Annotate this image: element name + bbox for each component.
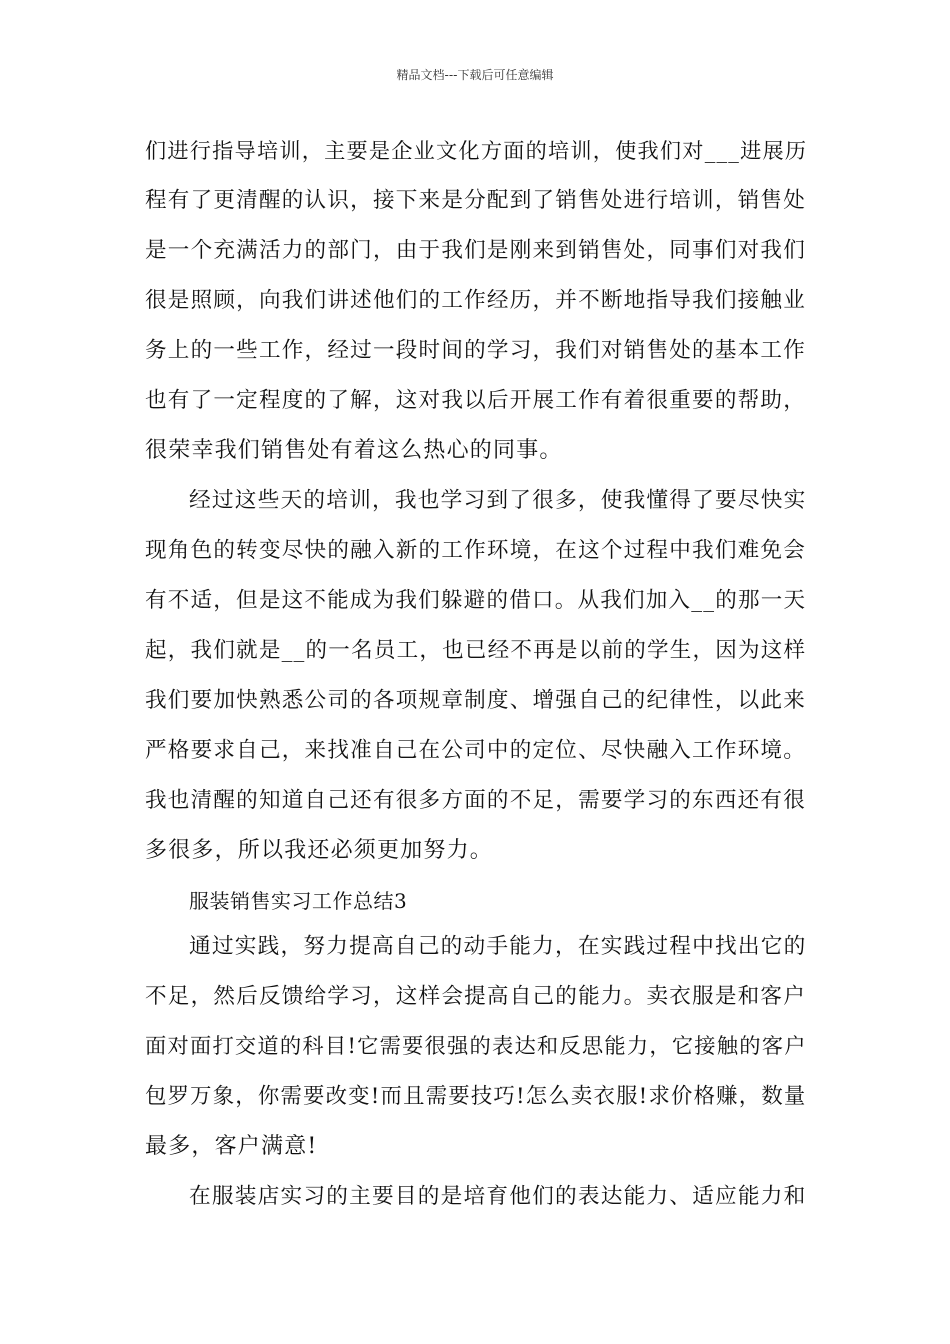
paragraph-3-line-1: 通过实践，努力提高自己的动手能力，在实践过程中找出它的 (189, 934, 807, 959)
page-header: 精品文档---下载后可任意编辑 (396, 68, 554, 82)
paragraph-2-line-6: 严格要求自己，来找准自己在公司中的定位、尽快融入工作环境。 (145, 738, 807, 763)
paragraph-1-line-4: 很是照顾，向我们讲述他们的工作经历，并不断地指导我们接触业 (145, 288, 807, 313)
paragraph-2-line-7: 我也清醒的知道自己还有很多方面的不足，需要学习的东西还有很 (145, 788, 807, 813)
section-heading: 服装销售实习工作总结3 (189, 889, 408, 913)
paragraph-3-line-2: 不足，然后反馈给学习，这样会提高自己的能力。卖衣服是和客户 (145, 984, 807, 1009)
paragraph-2-line-5: 我们要加快熟悉公司的各项规章制度、增强自己的纪律性，以此来 (145, 688, 807, 713)
paragraph-4-line-1: 在服装店实习的主要目的是培育他们的表达能力、适应能力和 (189, 1184, 807, 1209)
paragraph-1-line-2: 程有了更清醒的认识，接下来是分配到了销售处进行培训，销售处 (145, 188, 807, 213)
paragraph-2-line-4: 起，我们就是__的一名员工，也已经不再是以前的学生，因为这样 (145, 638, 807, 663)
paragraph-2-line-8: 多很多，所以我还必须更加努力。 (145, 838, 494, 863)
paragraph-1-line-7: 很荣幸我们销售处有着这么热心的同事。 (145, 438, 563, 463)
paragraph-3-line-4: 包罗万象，你需要改变!而且需要技巧!怎么卖衣服!求价格赚，数量 (145, 1084, 807, 1109)
paragraph-3-line-5: 最多，客户满意! (145, 1134, 318, 1159)
paragraph-2-line-2: 现角色的转变尽快的融入新的工作环境，在这个过程中我们难免会 (145, 538, 807, 563)
paragraph-1-line-5: 务上的一些工作，经过一段时间的学习，我们对销售处的基本工作 (145, 338, 807, 363)
paragraph-3-line-3: 面对面打交道的科目!它需要很强的表达和反思能力，它接触的客户 (145, 1034, 807, 1059)
paragraph-2-line-1: 经过这些天的培训，我也学习到了很多，使我懂得了要尽快实 (189, 488, 807, 513)
paragraph-1-line-1: 们进行指导培训，主要是企业文化方面的培训，使我们对___进展历 (145, 138, 808, 163)
paragraph-1-line-3: 是一个充满活力的部门，由于我们是刚来到销售处，同事们对我们 (145, 238, 807, 263)
paragraph-1-line-6: 也有了一定程度的了解，这对我以后开展工作有着很重要的帮助， (145, 388, 807, 413)
paragraph-2-line-3: 有不适，但是这不能成为我们躲避的借口。从我们加入__的那一天 (145, 588, 807, 613)
